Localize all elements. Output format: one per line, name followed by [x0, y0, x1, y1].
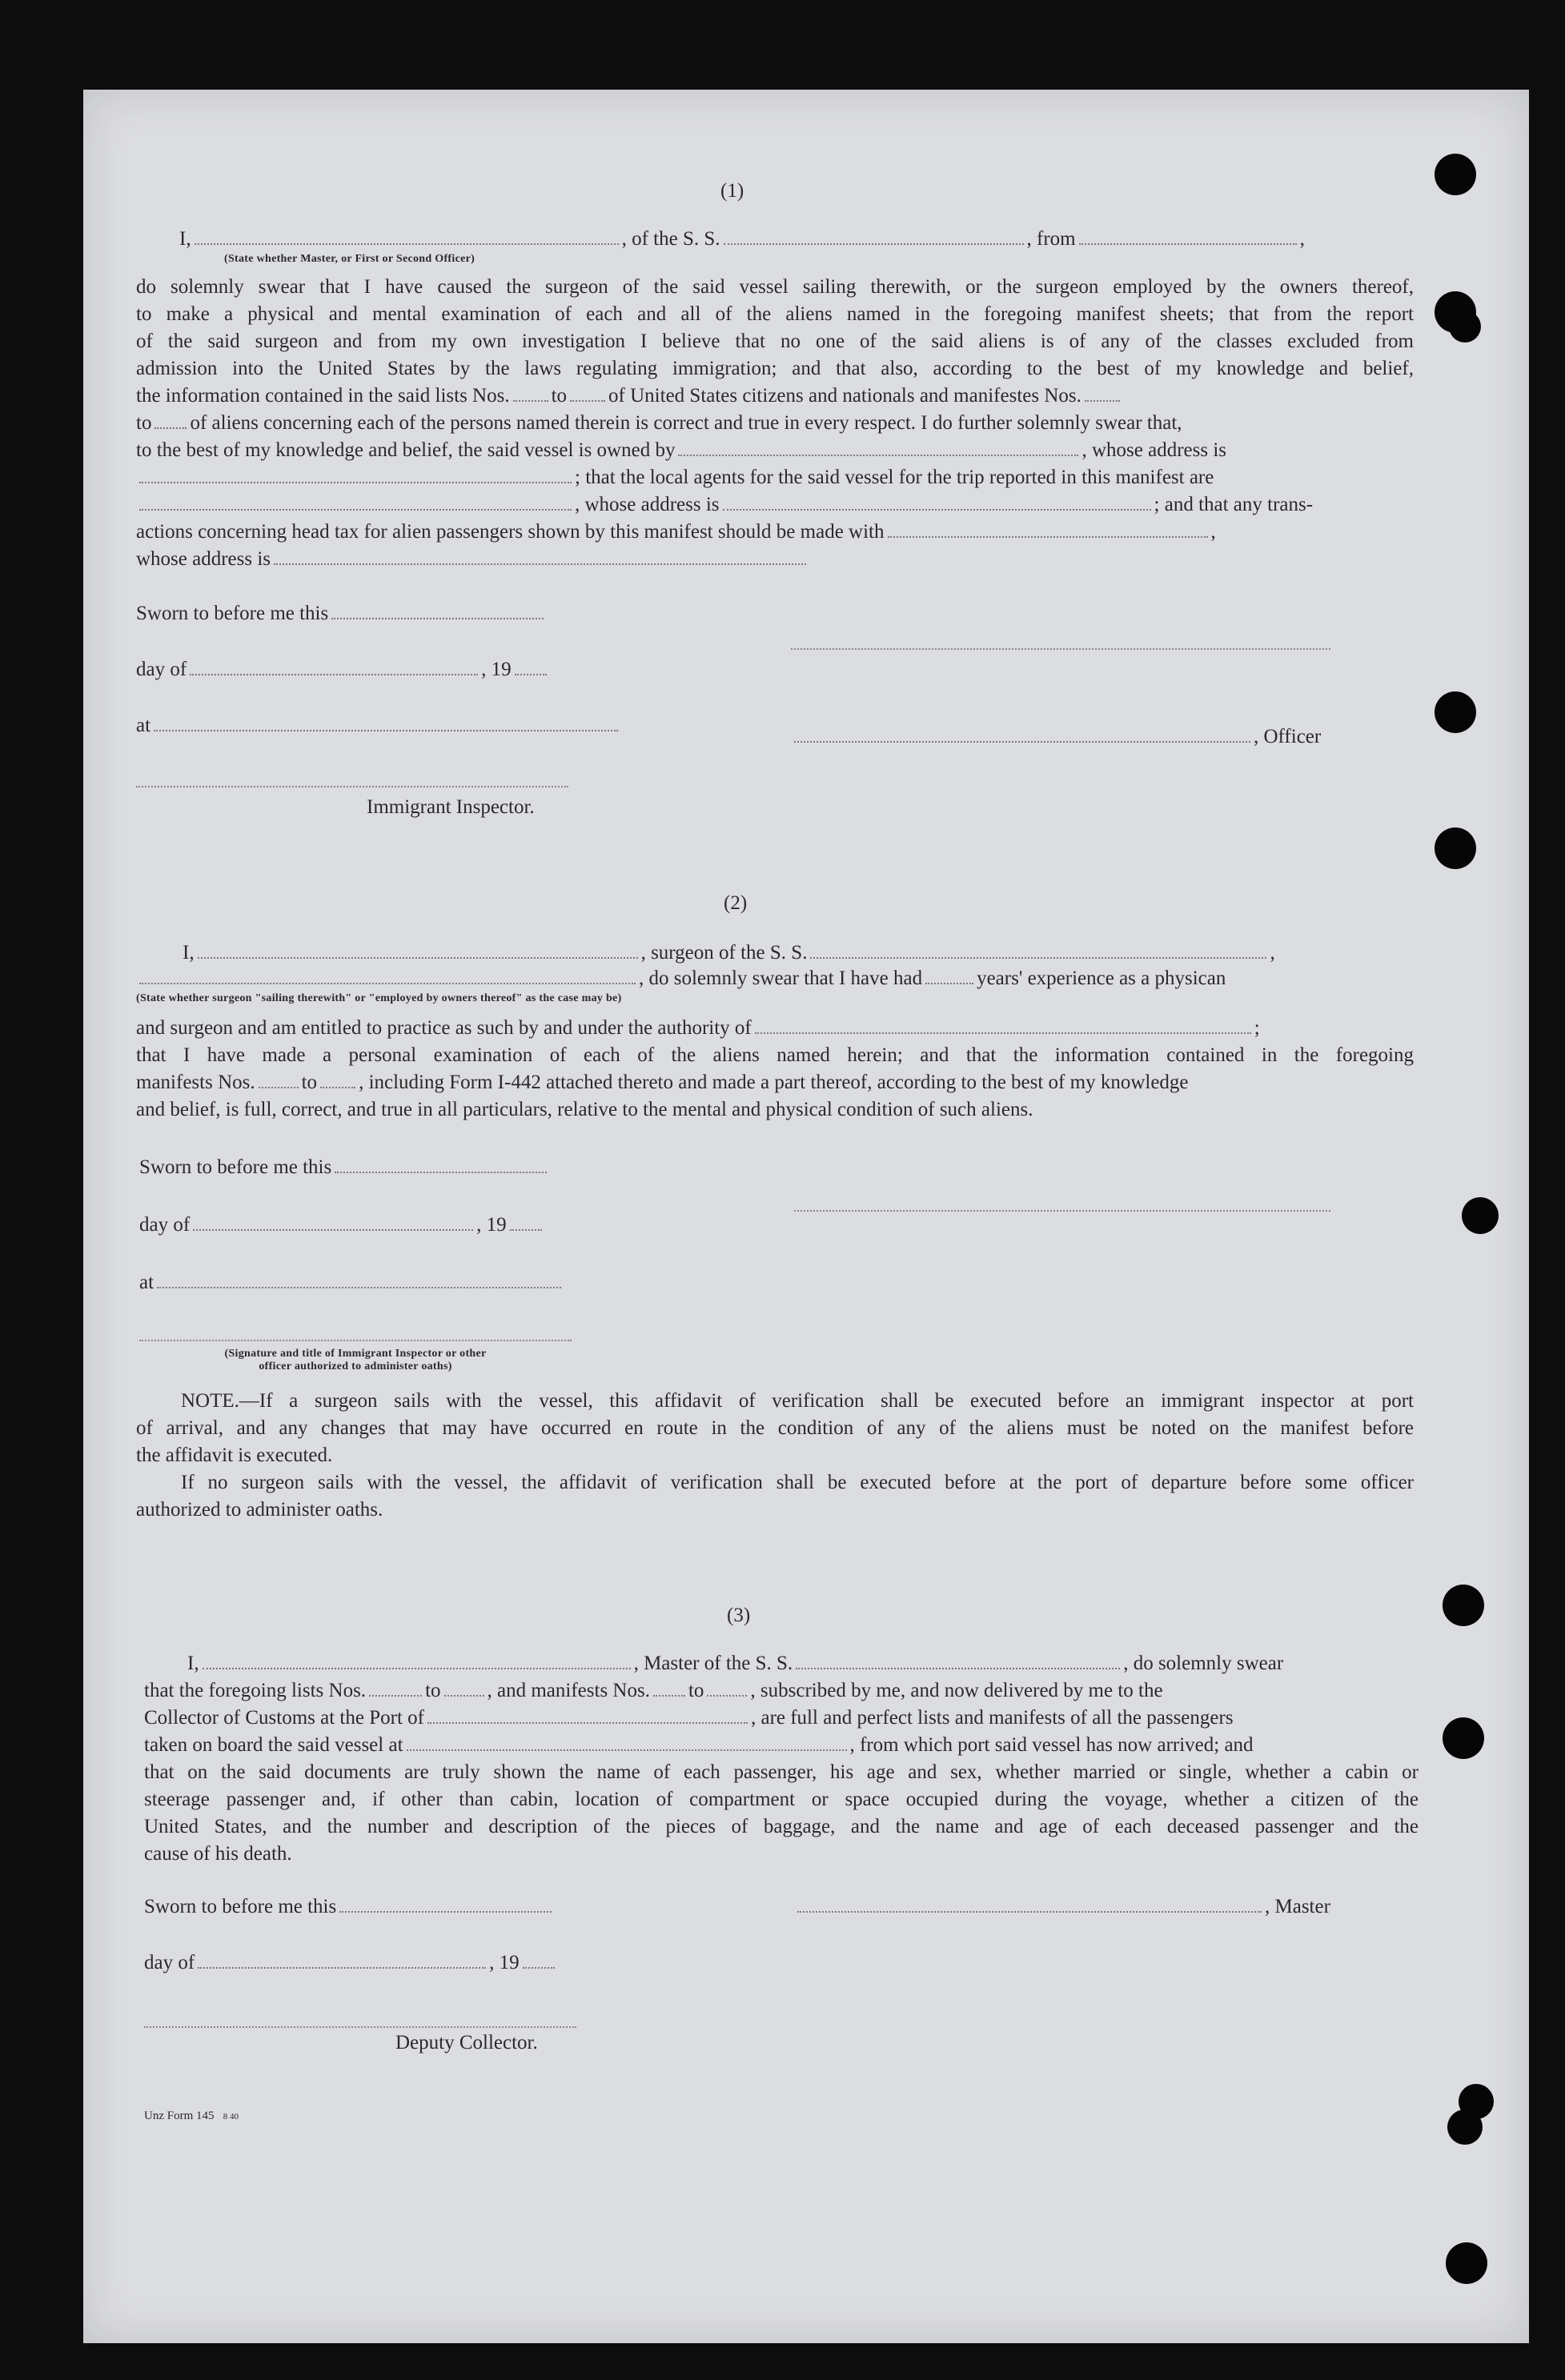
note-paragraph-2: If no surgeon sails with the vessel, the affidavit of verification shall be executed before at the port of departure before some officer [181, 1472, 1414, 1493]
punch-hole [1447, 2110, 1483, 2145]
note-end: the affidavit is executed. [136, 1444, 333, 1466]
at-line: at [139, 1269, 564, 1296]
section2-line5: manifests Nos. to , including Form I-442 attached thereto and made a part thereof, according to the best of my knowledge [136, 1072, 1189, 1093]
section1-to-line: to of aliens concerning each of the persons named therein is correct and true in every respect. I do further solemnly swear that, [136, 412, 1182, 434]
punch-hole [1446, 2242, 1487, 2284]
section-number: (2) [724, 892, 748, 914]
section1-caption: (State whether Master, or First or Second Officer) [224, 253, 476, 265]
punch-hole [1449, 311, 1481, 343]
deputy-signature-line [144, 2026, 576, 2028]
section3-body: that on the said documents are truly shown the name of each passenger, his age and sex, whether married or single, whether a cabin or steerage passenger and, if other than cabin, location of compartment or space occupied during the voyage, whether a citizen of the United States, and the number and description of the pieces of baggage, and the name and age of each deceased passenger and the [144, 1761, 1419, 1837]
punch-hole [1443, 1585, 1484, 1626]
sworn-line: Sworn to before me this [144, 1893, 555, 1921]
at-line: at [136, 712, 621, 739]
punch-hole [1435, 827, 1476, 869]
section1-owned-line: to the best of my knowledge and belief, the said vessel is owned by , whose address is [136, 439, 1226, 461]
day-line: day of , 19 [139, 1212, 545, 1239]
day-line: day of , 19 [136, 656, 550, 683]
section1-actions-line: actions concerning head tax for alien passengers shown by this manifest should be made with , [136, 521, 1216, 543]
deputy-collector-label: Deputy Collector. [395, 2032, 538, 2053]
note-end: authorized to administer oaths. [136, 1499, 383, 1521]
section1-address-line: whose address is [136, 546, 809, 573]
sworn-line: Sworn to before me this [139, 1154, 550, 1181]
section2-caption: (State whether surgeon "sailing therewith" or "employed by owners thereof" as the case may be) [136, 992, 622, 1004]
section1-agents-line: ; that the local agents for the said vessel for the trip reported in this manifest are [136, 464, 1214, 491]
inspector-signature-line [136, 786, 568, 787]
inspector-signature-line [139, 1340, 572, 1341]
section3-line2: that the foregoing lists Nos. to , and manifests Nos. to , subscribed by me, and now delivered by me to the [144, 1680, 1163, 1701]
officer-line: , Officer [791, 723, 1321, 751]
punch-hole [1435, 691, 1476, 733]
form-number: Unz Form 145 8 40 [144, 2110, 239, 2122]
master-line: , Master [794, 1893, 1330, 1921]
day-line: day of , 19 [144, 1949, 558, 1977]
section1-body: do solemnly swear that I have caused the surgeon of the said vessel sailing therewith, or the surgeon employed by the owners thereof, to make a physical and mental examination of each and all of the aliens named in the foregoing manifest sheets; that from the report of the said surgeon and from my own investigation I believe that no one of the said aliens is of any of the classes excluded from admission into the United States by the laws regulating immigration; and that also, according to the best of my knowledge and belief, [136, 276, 1414, 379]
signature-caption: (Signature and title of Immigrant Inspector or other officer authorized to administer oaths) [224, 1348, 487, 1372]
section-number: (1) [720, 180, 744, 202]
section3-line3: Collector of Customs at the Port of , are full and perfect lists and manifests of all the passengers [144, 1707, 1234, 1729]
section3-line4: taken on board the said vessel at , from which port said vessel has now arrived; and [144, 1734, 1254, 1756]
section1-info-line: the information contained in the said lists Nos. to of United States citizens and nationals and manifestes Nos. [136, 383, 1414, 410]
section3-last: cause of his death. [144, 1843, 292, 1865]
section2-line4: that I have made a personal examination of each of the aliens named herein; and that the information contained in the foregoing [136, 1044, 1414, 1066]
punch-hole [1443, 1717, 1484, 1759]
immigrant-inspector-label: Immigrant Inspector. [367, 796, 535, 818]
section1-line1: I, , of the S. S. , from , [179, 228, 1305, 250]
section3-line1: I, , Master of the S. S. , do solemnly swear [187, 1653, 1284, 1674]
punch-hole [1462, 1197, 1499, 1234]
note-paragraph: NOTE.—If a surgeon sails with the vessel, this affidavit of verification shall be executed before an immigrant inspector at port of arrival, and any changes that may have occurred en route in the condition of any of the aliens must be noted on the manifest before [136, 1390, 1414, 1439]
section1-whose-line: , whose address is ; and that any trans- [136, 491, 1313, 519]
signature-line [794, 1210, 1330, 1212]
section2-line6: and belief, is full, correct, and true in all particulars, relative to the mental and physical condition of such aliens. [136, 1099, 1033, 1120]
section-number: (3) [727, 1605, 751, 1626]
section2-line1: I, , surgeon of the S. S. , [183, 942, 1275, 964]
faint-handwriting: ​ [594, 739, 597, 767]
section2-line2: , do solemnly swear that I have had years' experience as a physican [136, 965, 1226, 992]
signature-line [791, 648, 1330, 650]
punch-hole [1435, 154, 1476, 195]
manifest-verification-page [83, 90, 1529, 2343]
section2-line3: and surgeon and am entitled to practice as such by and under the authority of ; [136, 1017, 1260, 1039]
sworn-line: Sworn to before me this [136, 600, 547, 627]
